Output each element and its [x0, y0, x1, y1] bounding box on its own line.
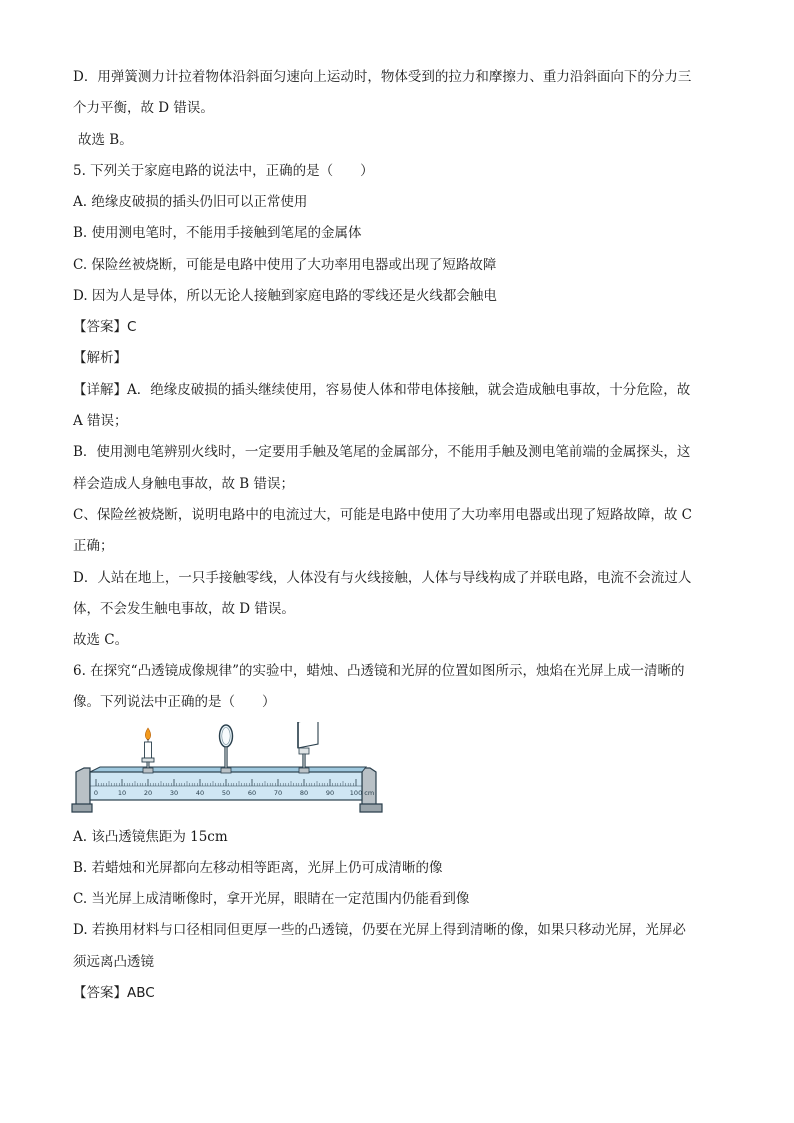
flame-icon [145, 728, 150, 740]
light-screen [298, 722, 318, 773]
candle-post [147, 762, 149, 768]
lens-post [225, 747, 228, 768]
option-d: D. 因为人是导体，所以无论人接触到家庭电路的零线还是火线都会触电 [73, 288, 497, 304]
optical-bench-figure [70, 722, 386, 818]
detail-text: D．人站在地上，一只手接触零线，人体没有与火线接触，人体与导线构成了并联电路，电流不会流过人 [73, 570, 692, 586]
scale-label: 20 [143, 789, 153, 797]
scale-label: 50 [221, 789, 231, 797]
detail-text: 样会造成人身触电事故，故 B 错误； [73, 476, 295, 492]
option-c: C. 保险丝被烧断，可能是电路中使用了大功率用电器或出现了短路故障 [73, 257, 497, 273]
left-foot [72, 804, 92, 812]
q6-option-b: B. 若蜡烛和光屏都向左移动相等距离，光屏上仍可成清晰的像 [73, 860, 443, 876]
lens-slider [221, 768, 231, 773]
right-foot [360, 804, 382, 812]
scale-label: 40 [195, 789, 205, 797]
option-b: B. 使用测电笔时，不能用手接触到笔尾的金属体 [73, 225, 362, 241]
detail-text: 故选 C。 [73, 632, 129, 648]
text-line: D．用弹簧测力计拉着物体沿斜面匀速向上运动时，物体受到的拉力和摩擦力、重力沿斜面向下的分力三 [73, 69, 692, 85]
q6-option-d: D. 若换用材料与口径相同但更厚一些的凸透镜，仍要在光屏上得到清晰的像，如果只移动光屏，光屏必 [73, 922, 686, 938]
screen-clamp [299, 748, 309, 754]
screen-panel [298, 722, 318, 748]
answer-label: 【答案】C [73, 319, 137, 335]
question-6-stem: 像。下列说法中正确的是（ ） [73, 694, 276, 710]
scale-label: 100 cm [349, 789, 375, 797]
detail-text: 【详解】A．绝缘皮破损的插头继续使用，容易使人体和带电体接触，就会造成触电事故，十分危险，故 [73, 382, 691, 398]
detail-text: B．使用测电笔辨别火线时，一定要用手触及笔尾的金属部分，不能用手触及测电笔前端的金属探头，这 [73, 444, 691, 460]
convex-lens [220, 725, 233, 773]
detail-text: C、保险丝被烧断，说明电路中的电流过大，可能是电路中使用了大功率用电器或出现了短路故障，故 C [73, 507, 692, 523]
scale-label: 70 [273, 789, 283, 797]
q6-option-c: C. 当光屏上成清晰像时，拿开光屏，眼睛在一定范围内仍能看到像 [73, 891, 470, 907]
scale-label: 80 [299, 789, 309, 797]
detail-text: 体，不会发生触电事故，故 D 错误。 [73, 601, 295, 617]
scale-label: 90 [325, 789, 335, 797]
text-line: 个力平衡，故 D 错误。 [73, 100, 214, 116]
q6-option-d-cont: 须远离凸透镜 [73, 954, 154, 970]
answer-label: 【答案】ABC [73, 985, 155, 1001]
question-6-stem: 6. 在探究“凸透镜成像规律”的实验中，蜡烛、凸透镜和光屏的位置如图所示，烛焰在光屏上成一清晰的 [73, 663, 685, 679]
scale-label: 30 [169, 789, 179, 797]
question-5-stem: 5. 下列关于家庭电路的说法中，正确的是（ ） [73, 163, 374, 179]
candle-body [145, 742, 152, 758]
q6-option-a: A. 该凸透镜焦距为 15cm [73, 829, 228, 845]
scale-label: 0 [93, 789, 99, 797]
lens-glass [222, 728, 230, 745]
scale-label: 60 [247, 789, 257, 797]
candle-holder [142, 758, 154, 762]
option-a: A. 绝缘皮破损的插头仍旧可以正常使用 [73, 194, 308, 210]
detail-text: 正确； [73, 538, 114, 554]
analysis-label: 【解析】 [73, 350, 127, 366]
candle-slider [143, 768, 153, 773]
detail-text: A 错误； [73, 413, 128, 429]
candle [142, 728, 154, 773]
text-line: 故选 B。 [78, 132, 133, 148]
scale-label: 10 [117, 789, 127, 797]
screen-slider [299, 768, 309, 773]
screen-post [303, 754, 306, 768]
